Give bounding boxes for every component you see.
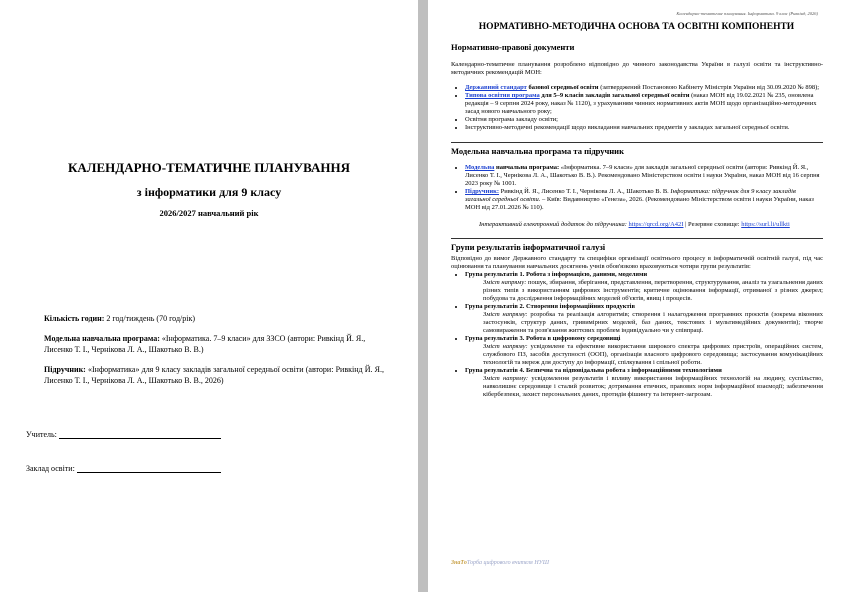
model-program-info (44, 333, 384, 355)
group-desc-text: усвідомлене та ефективне використання широкого спектра цифрових пристроїв, операційних систем, службового ПЗ, засобів доступності (ООП), організація власного цифрового середовища; застосування комунікаційних технологій та мереж для доступу до інформації, спілкування і спільної роботи. (483, 343, 823, 366)
footer (451, 560, 549, 566)
running-header: Календарно-тематичне планування. Інформатика. 9 клас (Ривкінд, 2026) (676, 11, 818, 16)
teacher-line[interactable] (59, 430, 221, 439)
school-field[interactable] (26, 464, 221, 473)
footer-text: Торба цифрового вчителя НУШ (466, 560, 549, 566)
school-label: Заклад освіти: (26, 464, 75, 473)
group-desc-text: розробка та реалізація алгоритмів; створення і налагодження програмних проєктів (зокрема віконних застосунків, структур даних, гривимірних моделей, баз даних, текстових і мультимедійних документів); творче самовираження та розв'язання життєвих проблем індивідуально чи у співпраці. (483, 311, 823, 334)
textbook-info (44, 364, 384, 386)
group-desc-label: Зміст напряму: (483, 343, 528, 350)
group-item (465, 271, 823, 303)
group-title: Група результатів 1. Робота з інформацією, даними, моделями (465, 271, 648, 278)
plan-year: 2026/2027 навчальний рік (159, 208, 259, 218)
model-program-link[interactable]: Модельна (465, 164, 495, 171)
group-desc (465, 375, 823, 399)
model-list (451, 164, 823, 212)
backup-link[interactable]: https://surl.li/ullkti (741, 221, 790, 228)
school-line[interactable] (77, 464, 221, 473)
list-item (465, 188, 823, 212)
list-item-text: (затверджений Постановою Кабінету Міністрів України від 30.09.2020 № 898); (598, 84, 820, 91)
textbook-value: «Інформатика» для 9 класу закладів загальної середньої освіти (автори: Ривкінд Й. Я., Лисенко Т. І., Чернікова Л. А., Шакотько В. В., 2026) (44, 365, 384, 385)
typical-program-link[interactable]: Типова освітня програма (465, 92, 540, 99)
page-normative-basis (428, 0, 845, 592)
list-item-bold: навчальна програма: (494, 164, 560, 171)
plan-title: КАЛЕНДАРНО-ТЕМАТИЧНЕ ПЛАНУВАННЯ (67, 160, 350, 175)
hours-info (44, 314, 384, 324)
list-item: • Освітня програма закладу освіти; (465, 116, 823, 124)
hours-value: 2 год/тиждень (70 год/рік) (104, 314, 196, 323)
hours-label: Кількість годин: (44, 314, 105, 323)
list-item (465, 164, 823, 188)
list-item-bold: базової середньої освіти (526, 84, 599, 91)
section-groups-intro: Відповідно до вимог Державного стандарту та специфіки організації освітнього процесу в інформатичній освітній галузі, під час оцінювання та планування навчальних досягнень учнів обов'язково враховуються чотири групи результатів: (451, 255, 823, 270)
main-content (451, 43, 823, 399)
list-item (465, 84, 823, 92)
teacher-label: Учитель: (26, 430, 57, 439)
model-value: «Інформатика. 7–9 класи» для ЗЗСО (автори: Ривкінд Й. Я., Лисенко Т. І., Чернікова Л. А., Шакотько В. В.) (44, 334, 366, 354)
group-desc (465, 343, 823, 367)
list-item-bold: для 5–9 класів закладів загальної середньої освіти (539, 92, 690, 99)
textbook-label: Підручник: (44, 365, 86, 374)
group-item (465, 367, 823, 399)
group-item (465, 335, 823, 367)
group-title: Група результатів 4. Безпечна та відповідальна робота з інформаційними технологіями (465, 367, 722, 374)
addon-label: Інтерактивний електронний додаток до підручника: (479, 221, 627, 228)
list-item (465, 92, 823, 116)
group-desc-text: усвідомлення результатів і впливу використання інформаційних технологій на людину, суспільство, навколишнє середовище і сталий розвиток; дотримання етичних, правових норм інформаційної взаємодії; забезпечення кібербезпеки, захист персональних даних, протидія фішингу та інтернет-загрозам. (483, 375, 823, 398)
group-desc-text: пошук, збирання, зберігання, представлення, перетворення, структурування, аналіз та узагальнення даних різних типів з використанням цифрових інструментів; критичне оцінювання інформації, отриманої з різних джерел; побудова та дослідження інформаційних моделей об'єктів, явищ і процесів. (483, 279, 823, 302)
group-desc (465, 311, 823, 335)
section-model-heading: Модельна навчальна програма та підручник (451, 146, 624, 156)
state-standard-link[interactable]: Державний стандарт (465, 84, 527, 91)
groups-list (451, 271, 823, 399)
list-item-text: (наказ МОН від 19.02.2021 № 235, оновлена редакція – 9 серпня 2024 року, наказ № 1120), з урахуванням чинних нормативних актів МОН щодо організаційно-методичних засад нового навчального року; (465, 92, 817, 115)
group-desc-label: Зміст напряму: (483, 375, 529, 382)
page2-title: НОРМАТИВНО-МЕТОДИЧНА ОСНОВА ТА ОСВІТНІ КОМПОНЕНТИ (478, 22, 795, 32)
list-item-text: Ривкінд Й. Я., Лисенко Т. І., Чернікова Л. А., Шакотько В. В. (499, 188, 669, 195)
list-item-text: – Київ: Видавництво «Генеза», 2026. (Рекомендовано Міністерством освіти і науки України, наказ МОН від 27.01.2026 № 110). (465, 196, 814, 211)
section-normative-heading: Нормативно-правові документи (451, 42, 575, 52)
group-desc-label: Зміст напряму: (483, 279, 527, 286)
normative-list (451, 84, 823, 132)
list-item: • Інструктивно-методичні рекомендації щодо викладання навчальних предметів у закладах загальної середньої освіти. (465, 124, 823, 132)
group-title: Група результатів 3. Робота в цифровому середовищі (465, 335, 621, 342)
list-item-text: «Інформатика. 7–9 класи» для закладів загальної середньої освіти (автори: Ривкінд Й. Я., Лисенко Т. І., Чернікова Л. А., Шакотько В. В.). Рекомендовано Міністерством освіти і науки України, наказ МОН від 16 серпня 2023 року № 1001. (465, 164, 820, 187)
group-title: Група результатів 2. Створення інформаційних продуктів (465, 303, 635, 310)
plan-subtitle: з інформатики для 9 класу (136, 185, 282, 199)
group-desc (465, 279, 823, 303)
teacher-field[interactable] (26, 430, 221, 439)
section-normative-intro: Календарно-тематичне планування розроблено відповідно до чинного законодавства України в галузі освіти та інструктивно-методичних рекомендацій МОН: (451, 61, 823, 76)
page-title-sheet (0, 0, 418, 592)
addon-mid: | Резервне сховище: (683, 221, 740, 228)
group-desc-label: Зміст напряму: (483, 311, 528, 318)
group-item (465, 303, 823, 335)
model-label: Модельна навчальна програма: (44, 334, 160, 343)
addon-link[interactable]: https://qrcd.org/A42I (628, 221, 684, 228)
list-item-italic: Інформатика: підручник для 9 класу закладів загальної середньої освіти. (465, 188, 796, 203)
interactive-addon (451, 221, 823, 229)
textbook-link[interactable]: Підручник: (465, 188, 499, 195)
section-groups-heading: Групи результатів інформатичної галузі (451, 242, 606, 252)
footer-logo: ЗнаТо (451, 560, 467, 566)
